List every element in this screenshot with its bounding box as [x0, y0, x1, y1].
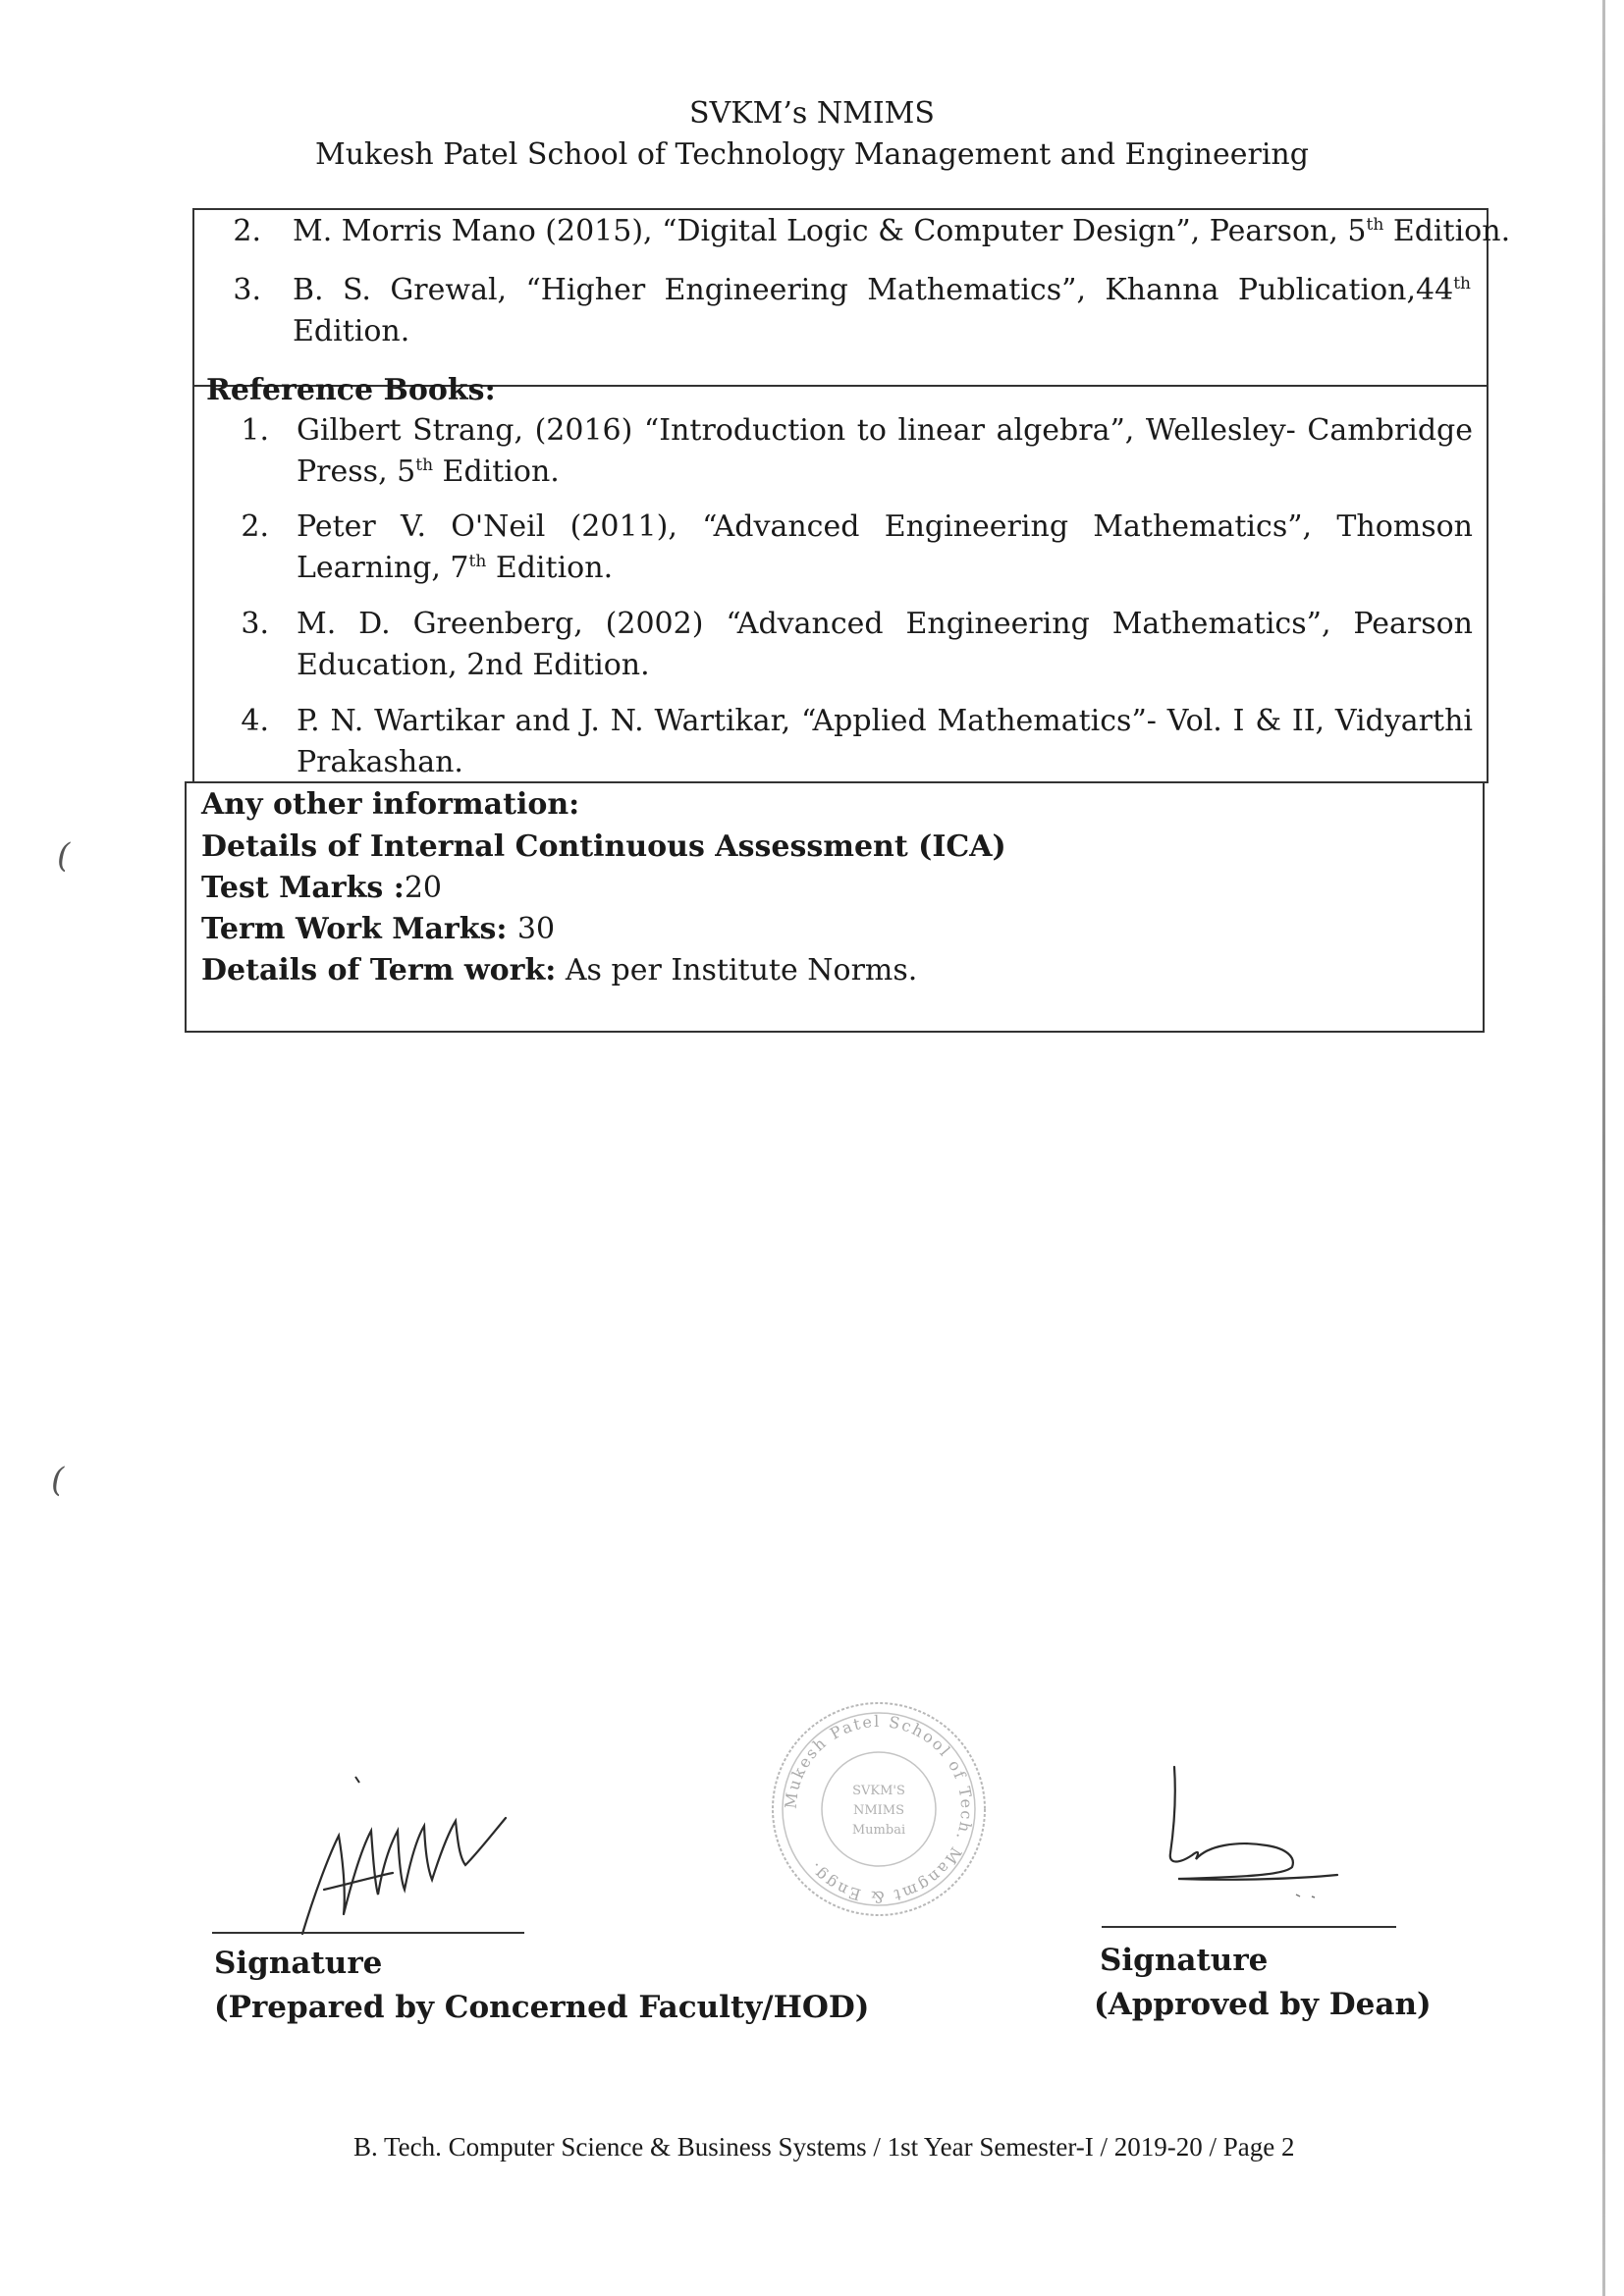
svg-text:Mukesh Patel School of Tech. M: Mukesh Patel School of Tech. Mangmt & Engg. [781, 1711, 977, 1907]
page-footer: B. Tech. Computer Science & Business Systems / 1st Year Semester-I / 2019-20 / Page 2 [353, 2132, 1295, 2162]
faculty-signature-role: (Prepared by Concerned Faculty/HOD) [214, 1990, 870, 2025]
faculty-signature-label: Signature [214, 1946, 383, 1981]
ica-heading: Details of Internal Continuous Assessment (ICA) [201, 829, 1006, 864]
term-work-marks: Term Work Marks: 30 [201, 912, 556, 946]
term-work-details: Details of Term work: As per Institute Norms. [201, 953, 918, 988]
institute-name: SVKM’s NMIMS [689, 96, 935, 131]
test-marks: Test Marks :20 [201, 871, 442, 905]
dean-signature-scribble [1119, 1757, 1355, 1904]
dean-signature-line [1102, 1926, 1396, 1928]
other-info-heading: Any other information: [201, 787, 580, 822]
margin-mark: ( [57, 836, 71, 876]
dean-signature-role: (Approved by Dean) [1094, 1987, 1432, 2022]
dean-signature-label: Signature [1100, 1943, 1269, 1978]
faculty-signature-scribble [285, 1767, 520, 1944]
page-edge-shadow [1602, 0, 1605, 2296]
faculty-signature-line [212, 1932, 524, 1934]
institute-seal [766, 1696, 992, 1922]
reference-books-heading: Reference Books: [206, 373, 496, 407]
margin-mark: ( [51, 1461, 65, 1500]
svg-text:Mumbai: Mumbai [851, 1823, 906, 1838]
svg-text:SVKM'S: SVKM'S [852, 1784, 905, 1798]
svg-text:NMIMS: NMIMS [852, 1803, 905, 1818]
school-name: Mukesh Patel School of Technology Management and Engineering [315, 137, 1309, 172]
